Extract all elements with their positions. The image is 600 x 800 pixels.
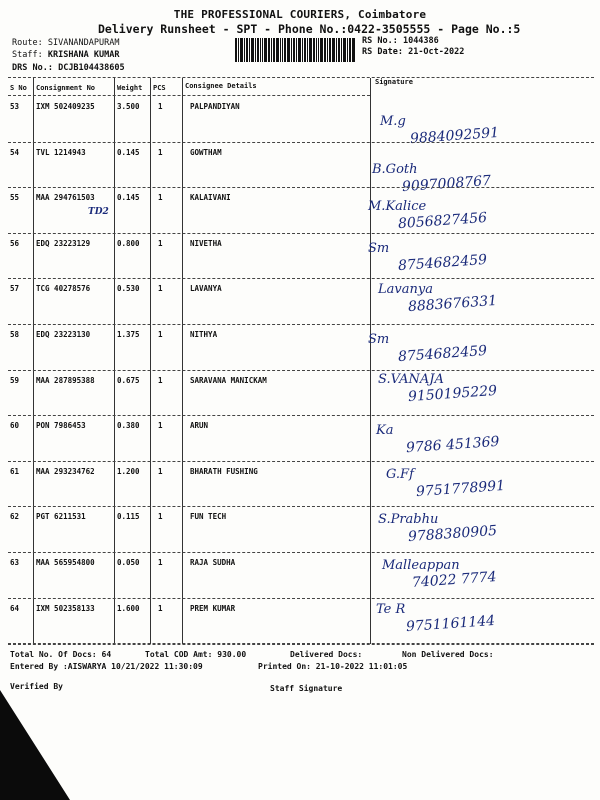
row-pcs: 1 — [158, 102, 163, 111]
row-sno: 58 — [10, 330, 20, 339]
row-pcs: 1 — [158, 238, 163, 248]
entered-by: Entered By :AISWARYA 10/21/2022 11:30:09 — [10, 662, 203, 671]
col-header-sno: S No — [10, 84, 27, 92]
handwritten-phone: 9751161144 — [405, 612, 496, 635]
runsheet-subtitle: Delivery Runsheet - SPT - Phone No.:0422-3505555 - Page No.:5 — [98, 22, 521, 36]
row-consignment-no: MAA 293234762 — [36, 466, 95, 476]
row-sno: 56 — [10, 238, 20, 248]
col-divider — [182, 78, 183, 644]
row-divider — [8, 461, 594, 462]
row-sno: 63 — [10, 558, 20, 567]
col-header-consignee: Consignee Details — [185, 82, 257, 90]
drs-line: DRS No.: DCJB104438605 — [12, 63, 125, 73]
handwritten-phone: 8883676331 — [407, 293, 498, 316]
row-weight: 0.145 — [117, 193, 140, 203]
row-pcs: 1 — [158, 284, 163, 294]
row-consignment-no: IXM 502358133 — [36, 603, 95, 613]
row-weight: 3.500 — [117, 102, 140, 111]
row-consignee: PREM KUMAR — [190, 603, 236, 613]
col-divider — [370, 78, 371, 644]
handwritten-phone: 9786 451369 — [405, 433, 500, 457]
footer-rule — [8, 644, 594, 645]
row-weight: 1.375 — [117, 330, 140, 339]
row-weight: 0.115 — [117, 512, 140, 522]
rs-number: RS No.: 1044386 — [362, 36, 439, 46]
row-divider — [8, 370, 594, 371]
row-consignee: NITHYA — [190, 330, 218, 339]
col-header-weight: Weight — [117, 84, 143, 92]
col-divider — [33, 78, 34, 644]
handwritten-phone: 9150195229 — [407, 382, 498, 405]
col-divider — [150, 78, 151, 644]
row-sno: 57 — [10, 284, 20, 294]
row-divider — [8, 278, 594, 279]
row-sno: 55 — [10, 193, 20, 203]
row-consignee: SARAVANA MANICKAM — [190, 375, 267, 385]
handwritten-signature: Malleappan — [382, 558, 460, 573]
delivered-docs: Delivered Docs: — [290, 650, 363, 659]
row-weight: 1.200 — [117, 466, 140, 476]
row-weight: 0.800 — [117, 238, 140, 248]
row-sno: 60 — [10, 421, 20, 431]
handwritten-signature: Sm — [368, 240, 390, 256]
total-docs: Total No. Of Docs: 64 — [10, 650, 112, 659]
route-line: Route: SIVANANDAPURAM — [12, 38, 120, 48]
row-divider — [8, 552, 594, 553]
row-consignee: FUN TECH — [190, 512, 227, 522]
row-consignment-no: TCG 40278576 — [36, 284, 91, 294]
row-consignment-no: MAA 287895388 — [36, 375, 95, 385]
row-pcs: 1 — [158, 466, 163, 476]
row-consignment-no: PGT 6211531 — [36, 512, 86, 522]
row-weight: 0.380 — [117, 421, 140, 431]
row-weight: 1.600 — [117, 603, 140, 613]
verified-by: Verified By — [10, 682, 63, 691]
row-sno: 54 — [10, 147, 20, 157]
row-pcs: 1 — [158, 512, 163, 522]
row-pcs: 1 — [158, 421, 163, 431]
row-divider — [8, 415, 594, 416]
header-top-rule — [8, 77, 594, 78]
handwritten-phone: 9884092591 — [409, 124, 500, 148]
row-divider — [8, 324, 594, 325]
rs-date: RS Date: 21-Oct-2022 — [362, 47, 465, 57]
row-consignee: GOWTHAM — [190, 147, 222, 157]
handwritten-annotation: TD2 — [88, 207, 109, 217]
handwritten-signature: Te R — [376, 601, 406, 617]
row-consignment-no: PON 7986453 — [36, 421, 86, 431]
row-divider — [8, 598, 594, 599]
row-consignment-no: MAA 294761503 — [36, 193, 95, 203]
row-pcs: 1 — [158, 603, 163, 613]
row-weight: 0.530 — [117, 284, 140, 294]
handwritten-signature: Lavanya — [378, 282, 433, 298]
row-weight: 0.145 — [117, 147, 140, 157]
row-consignee: RAJA SUDHA — [190, 558, 236, 567]
row-divider — [8, 506, 594, 507]
handwritten-signature: B.Goth — [372, 161, 418, 177]
non-delivered-docs: Non Delivered Docs: — [402, 650, 494, 659]
printed-on: Printed On: 21-10-2022 11:01:05 — [258, 662, 408, 671]
staff-signature: Staff Signature — [270, 684, 343, 693]
row-pcs: 1 — [158, 375, 163, 385]
handwritten-phone: 9751778991 — [415, 477, 506, 500]
row-consignee: NIVETHA — [190, 238, 222, 248]
handwritten-signature: M.g — [380, 114, 406, 129]
row-sno: 61 — [10, 466, 20, 476]
col-divider — [114, 78, 115, 644]
row-pcs: 1 — [158, 558, 163, 567]
company-title: THE PROFESSIONAL COURIERS, Coimbatore — [173, 8, 427, 21]
handwritten-signature: Ka — [376, 423, 394, 439]
row-consignment-no: EDQ 23223130 — [36, 330, 91, 339]
handwritten-phone: 8754682459 — [397, 342, 488, 366]
scan-shadow-corner — [0, 690, 70, 800]
row-consignee: BHARATH FUSHING — [190, 466, 258, 476]
row-consignee: ARUN — [190, 421, 209, 431]
col-header-signature: Signature — [375, 78, 413, 86]
row-divider — [8, 187, 594, 188]
row-consignee: PALPANDIYAN — [190, 102, 240, 111]
handwritten-phone: 9097008767 — [401, 172, 492, 195]
handwritten-signature: S.Prabhu — [378, 512, 439, 528]
handwritten-phone: 9788380905 — [407, 523, 498, 546]
row-consignment-no: IXM 502409235 — [36, 102, 95, 111]
row-sno: 62 — [10, 512, 20, 522]
row-sno: 59 — [10, 375, 20, 385]
handwritten-signature: G.Ff — [386, 466, 414, 482]
handwritten-signature: Sm — [368, 332, 390, 347]
handwritten-signature: S.VANAJA — [378, 371, 444, 387]
handwritten-phone: 8056827456 — [397, 210, 488, 233]
handwritten-signature: M.Kalice — [368, 199, 427, 215]
row-consignee: KALAIVANI — [190, 193, 231, 203]
row-weight: 0.050 — [117, 558, 140, 567]
header-bottom-rule — [8, 95, 370, 96]
col-header-pcs: PCS — [153, 84, 166, 92]
col-header-consignment: Consignment No — [36, 84, 96, 92]
row-divider — [8, 233, 594, 234]
staff-line: Staff: KRISHANA KUMAR — [12, 50, 120, 60]
row-pcs: 1 — [158, 193, 163, 203]
row-consignment-no: MAA 565954800 — [36, 558, 95, 567]
row-weight: 0.675 — [117, 375, 140, 385]
row-consignee: LAVANYA — [190, 284, 222, 294]
total-cod: Total COD Amt: 930.00 — [145, 650, 247, 659]
barcode — [235, 38, 355, 62]
row-pcs: 1 — [158, 147, 163, 157]
handwritten-phone: 74022 7774 — [411, 569, 498, 591]
row-sno: 53 — [10, 102, 20, 111]
row-consignment-no: TVL 1214943 — [36, 147, 86, 157]
handwritten-phone: 8754682459 — [397, 251, 488, 274]
row-sno: 64 — [10, 603, 20, 613]
row-consignment-no: EDQ 23223129 — [36, 238, 91, 248]
row-divider — [8, 142, 594, 143]
row-pcs: 1 — [158, 330, 163, 339]
